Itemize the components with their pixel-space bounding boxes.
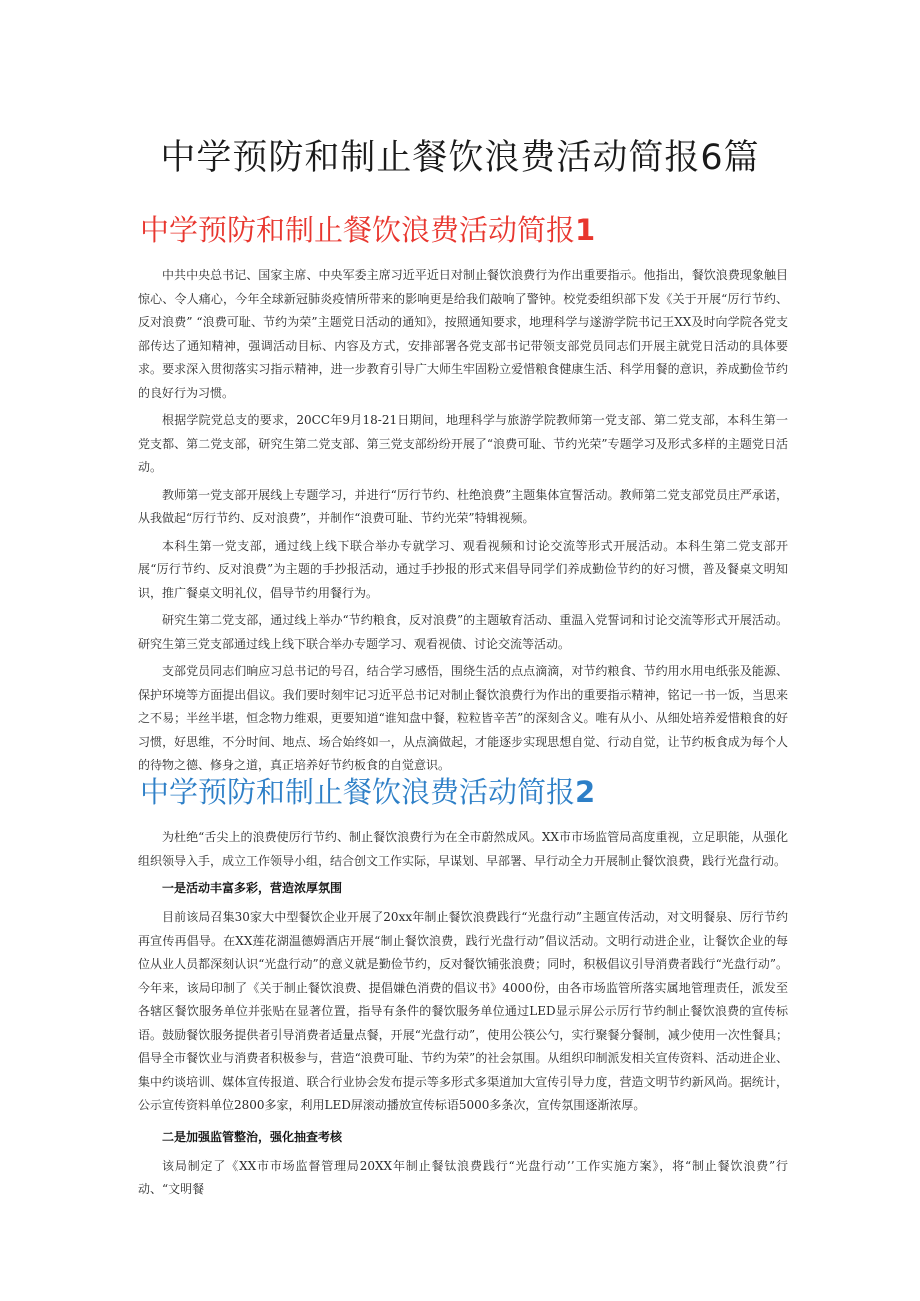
section2-title-number: 2 xyxy=(575,775,596,809)
section1-body xyxy=(138,264,788,782)
section1-title-number: 1 xyxy=(575,213,596,247)
section1-paragraph: 研究生第二党支部，通过线上举办“节约粮食，反对浪费”的主题敏育活动、重温入党誓词和讨论交流等形式开展活动。研究生第三党支部通过线上线下联合举办专题学习、观看视债、讨论交流等活动。 xyxy=(138,613,788,651)
section2-heading-2: 二是加强监管整治，强化抽查考核 xyxy=(162,1129,343,1144)
section1-paragraph: 根据学院党总支的要求，20CC年9月18-21日期间，地理科学与旅游学院教师第一党支部、第二党支部，本科生第一党支都、第二党支部，研究生第二党支部、第三党支部纷纷开展了“浪费可耻、节约光荣”专题学习及形式多样的主题党日活动。 xyxy=(138,413,788,474)
section2-intro: 为杜绝“舌尖上的浪费使厉行节约、制止餐饮浪费行为在全市蔚然成风。XX市市场监管局高度重视，立足职能，从强化组织领导入手，成立工作领导小组，结合创文工作实际，早谋划、早部署、早行动全力开展制止餐饮浪费，践行光盘行动。 xyxy=(138,830,788,868)
document-title: 中学预防和制止餐饮浪费活动简报6篇 xyxy=(160,138,760,178)
section1-title-text: 中学预防和制止餐饮浪费活动简报 xyxy=(140,213,576,247)
section1-paragraph: 教师第一党支部开展线上专题学习，并进行“厉行节约、杜绝浪费”主题集体宣誓活动。教师第二党支部党员庄严承诺，从我做起“厉行节约、反对浪费”，并制作“浪费可耻、节约光荣”特辑视频。 xyxy=(138,487,788,525)
section2-paragraph-1: 目前该局召集30家大中型餐饮企业开展了20xx年制止餐饮浪费践行“光盘行动”主题宣传活动，对文明餐泉、厉行节约再宣传再倡导。在XX莲花湖温德姆酒店开展“制止餐饮浪费，践行光盘行动”倡议活动。文明行动进企业，让餐饮企业的每位从业人员都深刻认识“光盘行动”的意义就是勤俭节约，反对餐饮铺张浪费；同时，积极倡议引导消费者践行“光盘行动”。今年来，该局印制了《关于制止餐饮浪费、提倡嫌色消费的倡议书》4000份，由各市场监管所落实属地管理责任，派发至各辖区餐饮服务单位并张贴在显著位置，指导有条件的餐饮服务单位通过LED显示屏公示厉行节约制止餐饮浪费的宣传标语。鼓励餐饮服务提供者引导消费者适量点餐，开展“光盘行动”，使用公筷公勺，实行聚餐分餐制，减少使用一次性餐具；倡导全市餐饮业与消费者积极参与，营造“浪费可耻、节约为荣”的社会氛围。从组织印制派发相关宣传资料、活动进企业、集中约谈培训、媒体宣传报道、联合行业协会发布提示等多形式多渠道加大宣传引导力度，营造文明节约新风尚。据统计，公示宣传资料单位2800多家，利用LED屏滚动播放宣传标语5000多条次，宣传氛围逐渐浓厚。 xyxy=(138,910,788,1112)
section1-paragraph: 支部党员同志们晌应习总书记的号召，结合学习感悟，围绕生活的点点滴滴，对节约粮食、节约用水用电纸张及能源、保护环境等方面提出倡议。我们要时刻牢记习近平总书记对制止餐饮浪费行为作出的重要指示精神，铭记一书一饭，当思来之不易；半丝半堪，恒念物力维艰，更要知道“谁知盘中餐，粒粒皆辛苦”的深刻含义。唯有从小、从细处培养爱惜粮食的好习惯，好思维，不分时间、地点、场合始终如一，从点滴做起，才能逐步实现思想自觉、行动自觉，让节约板食成为每个人的待物之德、修身之道，真正培养好节约板食的自觉意识。 xyxy=(138,664,788,772)
section2-heading-1: 一是活动丰富多彩，营造浓厚氛围 xyxy=(162,881,343,895)
section1-title xyxy=(140,208,595,249)
section2-paragraph-2: 该局制定了《XX市市场监督管理局20XX年制止餐钛浪费践行“光盘行动’’工作实施方案》，将“制止餐饮浪费”行动、“文明餐 xyxy=(138,1158,788,1196)
section2-body xyxy=(138,826,788,1206)
section2-title-text: 中学预防和制止餐饮浪费活动简报 xyxy=(140,775,576,809)
section1-paragraph: 中共中央总书记、国家主席、中央军委主席习近平近日对制止餐饮浪费行为作出重要指示。他指出，餐饮浪费现象触目惊心、令人痛心，今年全球新冠肺炎疫情所带来的影响更是给我们敲响了警钟。校党委组织部下发《关于开展“厉行节约、反对浪费” “浪费可耻、节约为荣”主题党日活动的通知》，按照通知要求，地理科学与遂游学院书记王XX及时向学院各党支部传达了通知精神，强调活动目标、内容及方式，安排部署各党支部书记带领支部党员同志们开展主就党日活动的具体要求。要求深入贯彻落实习指示精神，进一步教育引导广大师生牢固粉立爱惜粮食健康生活、科学用餐的意识，养成勤俭节约的良好行为习惯。 xyxy=(138,268,788,400)
section2-title xyxy=(140,770,595,811)
section1-paragraph: 本科生第一党支部，通过线上线下联合举办专就学习、观看视频和讨论交流等形式开展活动。本科生第二党支部开展“厉行节约、反对浪费”为主题的手抄报活动，通过手抄报的形式来倡导同学们养成勤俭节约的好习惯，普及餐桌文明知识，推广餐桌文明礼仪，倡导节约用餐行为。 xyxy=(138,538,788,600)
